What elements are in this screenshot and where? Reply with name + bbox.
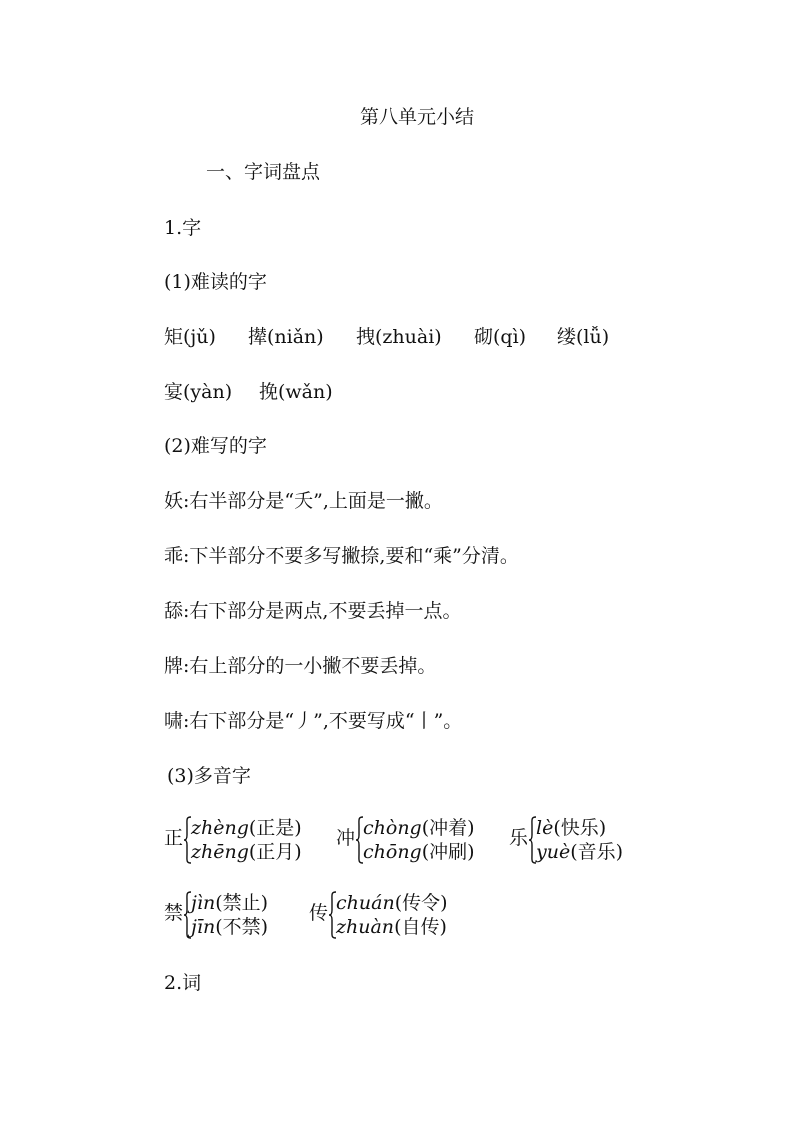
difficult-read-item: 撵(niǎn): [248, 326, 324, 348]
difficult-read-item: 挽(wǎn): [259, 381, 333, 403]
subheading-difficult-to-write: (2)难写的字: [164, 435, 267, 457]
difficult-write-note: 舔:右下部分是两点,不要丢掉一点。: [164, 600, 462, 622]
section-heading-word-review: 一、字词盘点: [206, 161, 321, 183]
pinyin: chòng: [363, 817, 422, 839]
polyphone-char: 禁: [164, 902, 184, 924]
pinyin: lè: [536, 817, 554, 839]
pinyin: zhèng: [191, 817, 249, 839]
example-word: (快乐): [553, 817, 607, 839]
subheading-difficult-to-read: (1)难读的字: [164, 271, 267, 293]
example-word: (自传): [394, 916, 447, 938]
difficult-write-note: 啸:右下部分是“丿”,不要写成“丨”。: [164, 710, 463, 732]
polyphone-char: 正: [164, 827, 184, 849]
subheading-polyphones: (3)多音字: [167, 765, 251, 787]
example-word: (禁止): [215, 892, 269, 914]
polyphone-char: 传: [309, 902, 329, 924]
example-word: (冲着): [421, 817, 475, 839]
subheading-characters: 1.字: [164, 217, 202, 239]
example-word: (音乐): [570, 841, 624, 863]
pinyin: chuán: [336, 892, 395, 914]
example-word: (正是): [248, 817, 302, 839]
polyphone-char: 冲: [336, 827, 356, 849]
difficult-read-item: 缕(lǚ): [557, 326, 610, 348]
pinyin: zhuàn: [336, 916, 395, 938]
difficult-write-note: 妖:右半部分是“夭”,上面是一撇。: [164, 490, 443, 512]
difficult-read-item: 宴(yàn): [164, 381, 233, 403]
example-word: (冲刷): [421, 841, 475, 863]
subheading-words: 2.词: [164, 972, 202, 994]
example-word: (不禁): [215, 916, 269, 938]
pinyin: chōng: [363, 841, 422, 863]
difficult-read-item: 拽(zhuài): [356, 326, 442, 348]
page-title: 第八单元小结: [359, 106, 474, 128]
polyphone-char: 乐: [509, 827, 529, 849]
example-word: (正月): [248, 841, 302, 863]
difficult-write-note: 牌:右上部分的一小撇不要丢掉。: [164, 655, 437, 677]
difficult-write-note: 乖:下半部分不要多写撇捺,要和“乘”分清。: [164, 545, 519, 567]
difficult-read-item: 砌(qì): [474, 326, 527, 348]
example-word: (传令): [394, 892, 448, 914]
pinyin: jīn: [191, 916, 216, 938]
difficult-read-item: 矩(jǔ): [164, 326, 216, 348]
pinyin: yuè: [536, 841, 571, 863]
pinyin: jìn: [191, 892, 216, 914]
pinyin: zhēng: [191, 841, 249, 863]
